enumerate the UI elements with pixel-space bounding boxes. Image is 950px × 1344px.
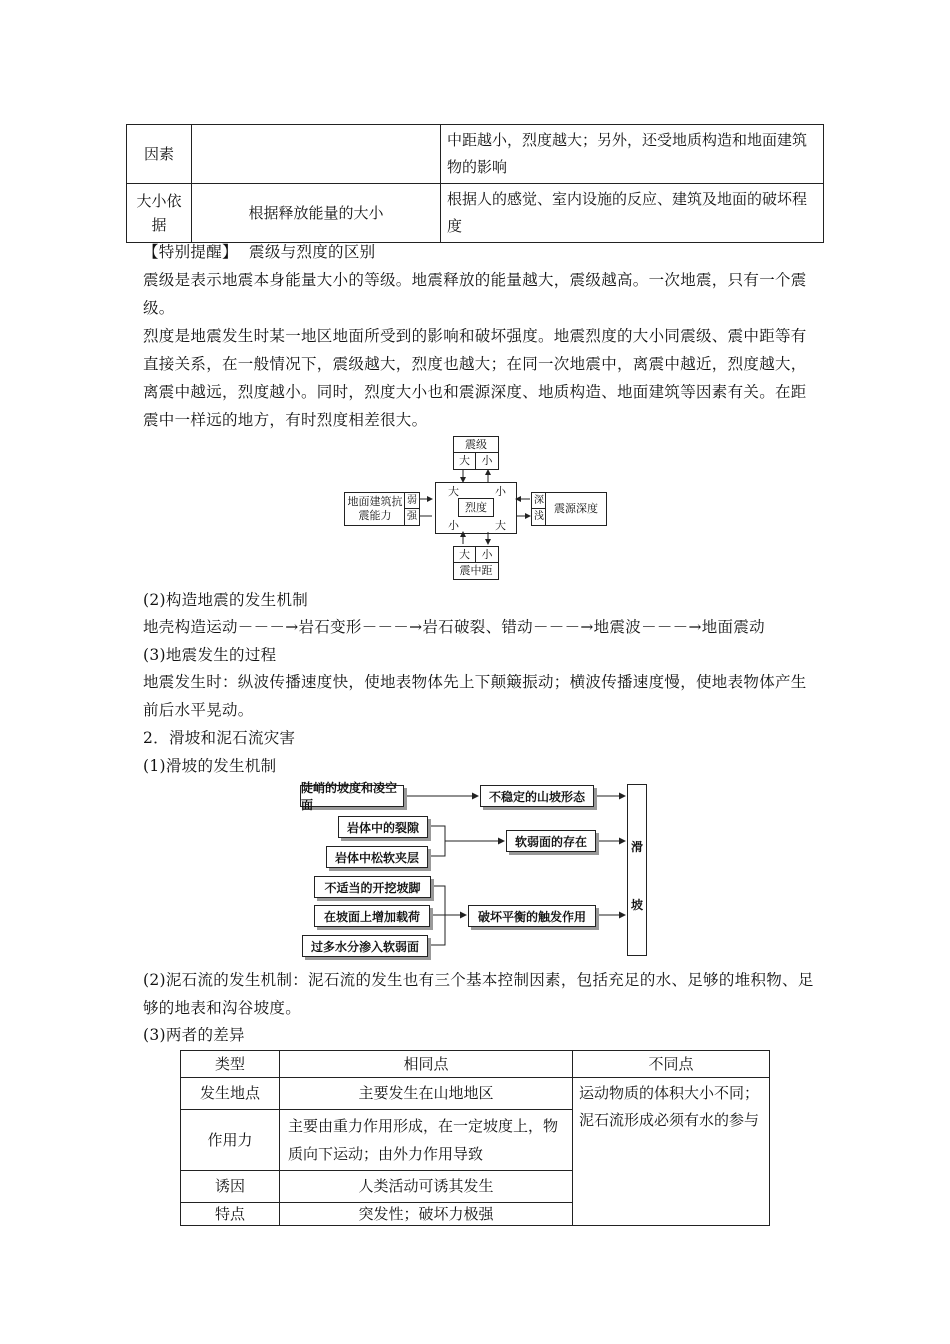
difference-table (180, 1050, 770, 1226)
distance-large: 大 (453, 546, 476, 564)
header-same: 相同点 (280, 1051, 573, 1078)
magnitude-large: 大 (453, 452, 476, 470)
added-load-box: 在坡面上增加载荷 (314, 905, 430, 927)
resistance-weak: 弱 (404, 492, 420, 509)
cell-factor-right: 中距越小，烈度越大；另外，还受地质构造和地面建筑物的影响 (441, 125, 824, 184)
heading-landslide-debris: 2．滑坡和泥石流灾害 (143, 729, 296, 747)
mechanism-chain: 地壳构造运动－－－→岩石变形－－－→岩石破裂、错动－－－→地震波－－－→地面震动 (143, 618, 765, 636)
header-type: 类型 (181, 1051, 280, 1078)
row-same-cause: 人类活动可诱其发生 (280, 1171, 573, 1203)
result-char-1: 滑 (631, 840, 644, 854)
row-type-force: 作用力 (181, 1110, 280, 1171)
epicentral-distance: 震中距 (453, 562, 499, 580)
landslide-result-box (627, 784, 647, 956)
tip-heading (143, 238, 815, 266)
center-bl: 小 (448, 519, 459, 532)
row-type-feature: 特点 (181, 1203, 280, 1226)
header-diff: 不同点 (573, 1051, 770, 1078)
excavation-box: 不适当的开挖坡脚 (314, 876, 431, 898)
focal-depth: 震源深度 (545, 492, 607, 526)
building-resistance: 地面建筑抗震能力 (344, 492, 406, 526)
heading-differences: (3)两者的差异 (143, 1026, 245, 1044)
para-intensity: 烈度是地震发生时某一地区地面所受到的影响和破坏强度。地震烈度的大小同震级、震中距等有直接关系，在一般情况下，震级越大，烈度也越大；在同一次地震中，离震中越近，烈度越大，离震中越远，烈度越小。同时，烈度大小也和震源深度、地质构造、地面建筑等因素有关。在距震中一样远的地方，有时烈度相差很大。 (143, 327, 807, 429)
rock-fissure-box: 岩体中的裂隙 (338, 816, 428, 838)
cell-basis-label: 大小依据 (127, 184, 192, 243)
cell-basis-right: 根据人的感觉、室内设施的反应、建筑及地面的破坏程度 (441, 184, 824, 243)
result-char-2: 坡 (631, 898, 644, 912)
row-type-cause: 诱因 (181, 1171, 280, 1203)
cell-difference: 运动物质的体积大小不同；泥石流形成必须有水的参与 (573, 1078, 770, 1226)
depth-shallow: 浅 (531, 508, 547, 526)
center-br: 大 (495, 519, 506, 532)
row-same-force: 主要由重力作用形成，在一定坡度上，物质向下运动；由外力作用导致 (280, 1110, 573, 1171)
intensity-center: 烈度 (458, 498, 494, 517)
depth-deep: 深 (531, 492, 547, 509)
row-same-feature: 突发性；破坏力极强 (280, 1203, 573, 1226)
tip-title: 震级与烈度的区别 (249, 243, 376, 261)
row-same-location: 主要发生在山地地区 (280, 1078, 573, 1110)
factor-table (126, 124, 824, 243)
heading-mechanism: (2)构造地震的发生机制 (143, 591, 309, 609)
magnitude-title: 震级 (453, 436, 499, 454)
unstable-slope-box: 不稳定的山坡形态 (480, 785, 594, 807)
heading-landslide-mechanism: (1)滑坡的发生机制 (143, 757, 277, 775)
para-debris-flow: (2)泥石流的发生机制：泥石流的发生也有三个基本控制因素，包括充足的水、足够的堆积物、足够的地表和沟谷坡度。 (143, 971, 814, 1017)
trigger-box: 破坏平衡的触发作用 (468, 905, 596, 927)
distance-small: 小 (475, 546, 499, 564)
water-seepage-box: 过多水分渗入软弱面 (302, 935, 428, 957)
intensity-diagram (340, 434, 610, 582)
center-tl: 大 (448, 485, 459, 498)
cell-factor-label: 因素 (127, 125, 192, 184)
soft-interlayer-box: 岩体中松软夹层 (326, 846, 428, 868)
cell-factor-mid (192, 125, 441, 184)
landslide-diagram (298, 780, 658, 960)
center-tr: 小 (495, 485, 506, 498)
weak-plane-box: 软弱面的存在 (506, 830, 596, 852)
resistance-strong: 强 (404, 508, 420, 526)
magnitude-small: 小 (475, 452, 499, 470)
para-magnitude: 震级是表示地震本身能量大小的等级。地震释放的能量越大，震级越高。一次地震，只有一个震级。 (143, 271, 807, 317)
cell-basis-mid: 根据释放能量的大小 (192, 184, 441, 243)
para-process: 地震发生时：纵波传播速度快，使地表物体先上下颠簸振动；横波传播速度慢，使地表物体产生前后水平晃动。 (143, 673, 807, 719)
heading-process: (3)地震发生的过程 (143, 646, 277, 664)
row-type-location: 发生地点 (181, 1078, 280, 1110)
steep-slope-box: 陡峭的坡度和凌空面 (300, 785, 404, 807)
tip-tag: 【特别提醒】 (143, 243, 238, 261)
